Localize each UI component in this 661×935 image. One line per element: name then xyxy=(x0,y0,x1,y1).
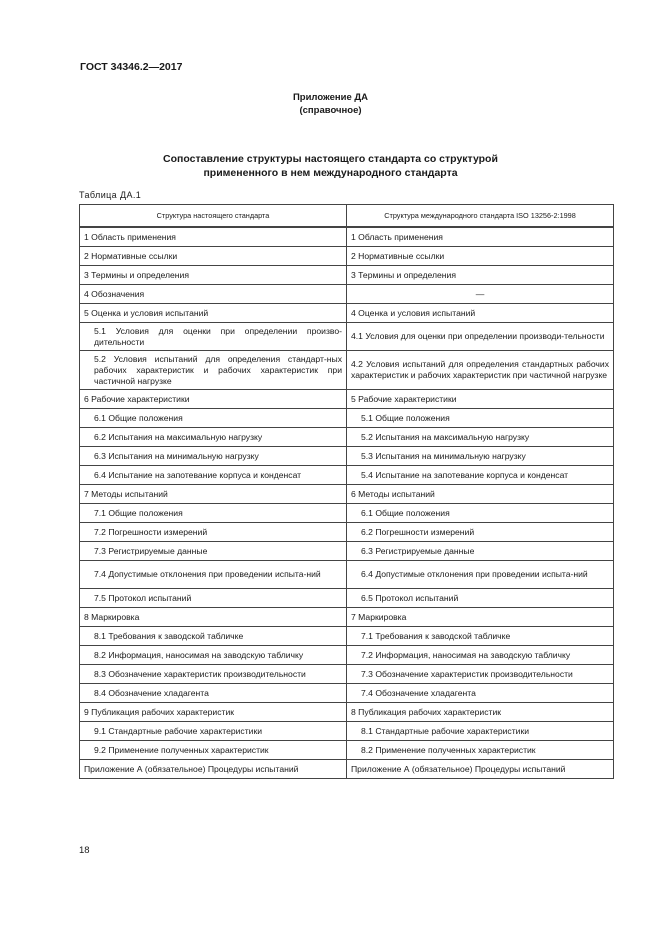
table-cell: 8.4 Обозначение хладагента xyxy=(80,684,347,703)
annex-status: (справочное) xyxy=(299,105,362,116)
annex-title: Приложение ДА xyxy=(292,92,369,103)
table-cell: 6.3 Испытания на минимальную нагрузку xyxy=(80,447,347,466)
table-cell: 5 Оценка и условия испытаний xyxy=(80,304,347,323)
table-cell: 5.1 Общие положения xyxy=(347,409,614,428)
table-row xyxy=(80,760,614,779)
table-cell: 4.1 Условия для оценки при определении производи-тельности xyxy=(347,323,614,351)
table-cell: 5 Рабочие характеристики xyxy=(347,390,614,409)
header-cell-international: Структура международного стандарта ISO 13256-2:1998 xyxy=(347,205,614,228)
table-cell: 8.3 Обозначение характеристик производительности xyxy=(80,665,347,684)
table-row xyxy=(80,485,614,504)
table-cell: 9 Публикация рабочих характеристик xyxy=(80,703,347,722)
title-line-2: примененного в нем международного стандарта xyxy=(203,167,458,179)
table-cell: 6 Рабочие характеристики xyxy=(80,390,347,409)
table-cell: 7.3 Обозначение характеристик производительности xyxy=(347,665,614,684)
table-cell: 5.2 Условия испытаний для определения стандарт-ных рабочих характеристик и рабочих характеристик при частичной нагрузке xyxy=(80,351,347,390)
table-cell: 7 Методы испытаний xyxy=(80,485,347,504)
table-cell: 7 Маркировка xyxy=(347,608,614,627)
table-row xyxy=(80,646,614,665)
table-row xyxy=(80,466,614,485)
table-cell: 4.2 Условия испытаний для определения стандартных рабочих характеристик и рабочих характеристик при частичной нагрузке xyxy=(347,351,614,390)
table-row xyxy=(80,428,614,447)
table-row xyxy=(80,741,614,760)
table-row xyxy=(80,409,614,428)
table-cell: 6.2 Испытания на максимальную нагрузку xyxy=(80,428,347,447)
table-cell: 5.4 Испытание на запотевание корпуса и конденсат xyxy=(347,466,614,485)
table-cell: 6.1 Общие положения xyxy=(80,409,347,428)
header-cell-national: Структура настоящего стандарта xyxy=(80,205,347,228)
table-row xyxy=(80,266,614,285)
table-row xyxy=(80,722,614,741)
table-row xyxy=(80,608,614,627)
table-row xyxy=(80,323,614,351)
table-cell: 2 Нормативные ссылки xyxy=(347,247,614,266)
table-row xyxy=(80,285,614,304)
table-label: Таблица ДА.1 xyxy=(79,190,142,200)
table-row xyxy=(80,561,614,589)
table-cell: 5.1 Условия для оценки при определении произво-дительности xyxy=(80,323,347,351)
table-cell: 1 Область применения xyxy=(347,227,614,247)
table-cell: 6 Методы испытаний xyxy=(347,485,614,504)
table-cell: 7.3 Регистрируемые данные xyxy=(80,542,347,561)
table-cell: Приложение А (обязательное) Процедуры испытаний xyxy=(80,760,347,779)
table-cell: 7.2 Информация, наносимая на заводскую табличку xyxy=(347,646,614,665)
table-cell: 3 Термины и определения xyxy=(80,266,347,285)
table-header-row xyxy=(80,205,614,228)
table-row xyxy=(80,627,614,646)
table-row xyxy=(80,447,614,466)
table-row xyxy=(80,304,614,323)
table-cell: 7.1 Требования к заводской табличке xyxy=(347,627,614,646)
table-cell: 6.3 Регистрируемые данные xyxy=(347,542,614,561)
table-cell: 7.2 Погрешности измерений xyxy=(80,523,347,542)
table-cell: 8 Публикация рабочих характеристик xyxy=(347,703,614,722)
table-row xyxy=(80,589,614,608)
table-row xyxy=(80,665,614,684)
table-row xyxy=(80,390,614,409)
table-row xyxy=(80,542,614,561)
table-row xyxy=(80,247,614,266)
table-cell: 2 Нормативные ссылки xyxy=(80,247,347,266)
table-cell: 8.1 Стандартные рабочие характеристики xyxy=(347,722,614,741)
table-row xyxy=(80,703,614,722)
table-row xyxy=(80,504,614,523)
table-cell: — xyxy=(347,285,614,304)
table-row xyxy=(80,351,614,390)
table-cell: 8.1 Требования к заводской табличке xyxy=(80,627,347,646)
table-cell: 4 Обозначения xyxy=(80,285,347,304)
table-cell: 8.2 Информация, наносимая на заводскую табличку xyxy=(80,646,347,665)
table-cell: 7.1 Общие положения xyxy=(80,504,347,523)
table-cell: 4 Оценка и условия испытаний xyxy=(347,304,614,323)
table-cell: 7.4 Допустимые отклонения при проведении испыта-ний xyxy=(80,561,347,589)
table-cell: 5.3 Испытания на минимальную нагрузку xyxy=(347,447,614,466)
table-cell: 9.1 Стандартные рабочие характеристики xyxy=(80,722,347,741)
table-cell: 6.5 Протокол испытаний xyxy=(347,589,614,608)
table-cell: 3 Термины и определения xyxy=(347,266,614,285)
document-header: ГОСТ 34346.2—2017 xyxy=(80,61,183,73)
table-cell: Приложение А (обязательное) Процедуры испытаний xyxy=(347,760,614,779)
table-cell: 8 Маркировка xyxy=(80,608,347,627)
comparison-table xyxy=(79,204,614,779)
table-cell: 6.1 Общие положения xyxy=(347,504,614,523)
table-cell: 8.2 Применение полученных характеристик xyxy=(347,741,614,760)
table-row xyxy=(80,523,614,542)
table-cell: 5.2 Испытания на максимальную нагрузку xyxy=(347,428,614,447)
table-cell: 1 Область применения xyxy=(80,227,347,247)
table-cell: 7.4 Обозначение хладагента xyxy=(347,684,614,703)
table-cell: 6.2 Погрешности измерений xyxy=(347,523,614,542)
table-cell: 6.4 Допустимые отклонения при проведении испыта-ний xyxy=(347,561,614,589)
page-number: 18 xyxy=(79,845,90,856)
page-title xyxy=(0,152,661,180)
table-row xyxy=(80,684,614,703)
table-cell: 9.2 Применение полученных характеристик xyxy=(80,741,347,760)
table-row xyxy=(80,227,614,247)
title-line-1: Сопоставление структуры настоящего стандарта со структурой xyxy=(163,153,498,165)
table-cell: 7.5 Протокол испытаний xyxy=(80,589,347,608)
table-cell: 6.4 Испытание на запотевание корпуса и конденсат xyxy=(80,466,347,485)
